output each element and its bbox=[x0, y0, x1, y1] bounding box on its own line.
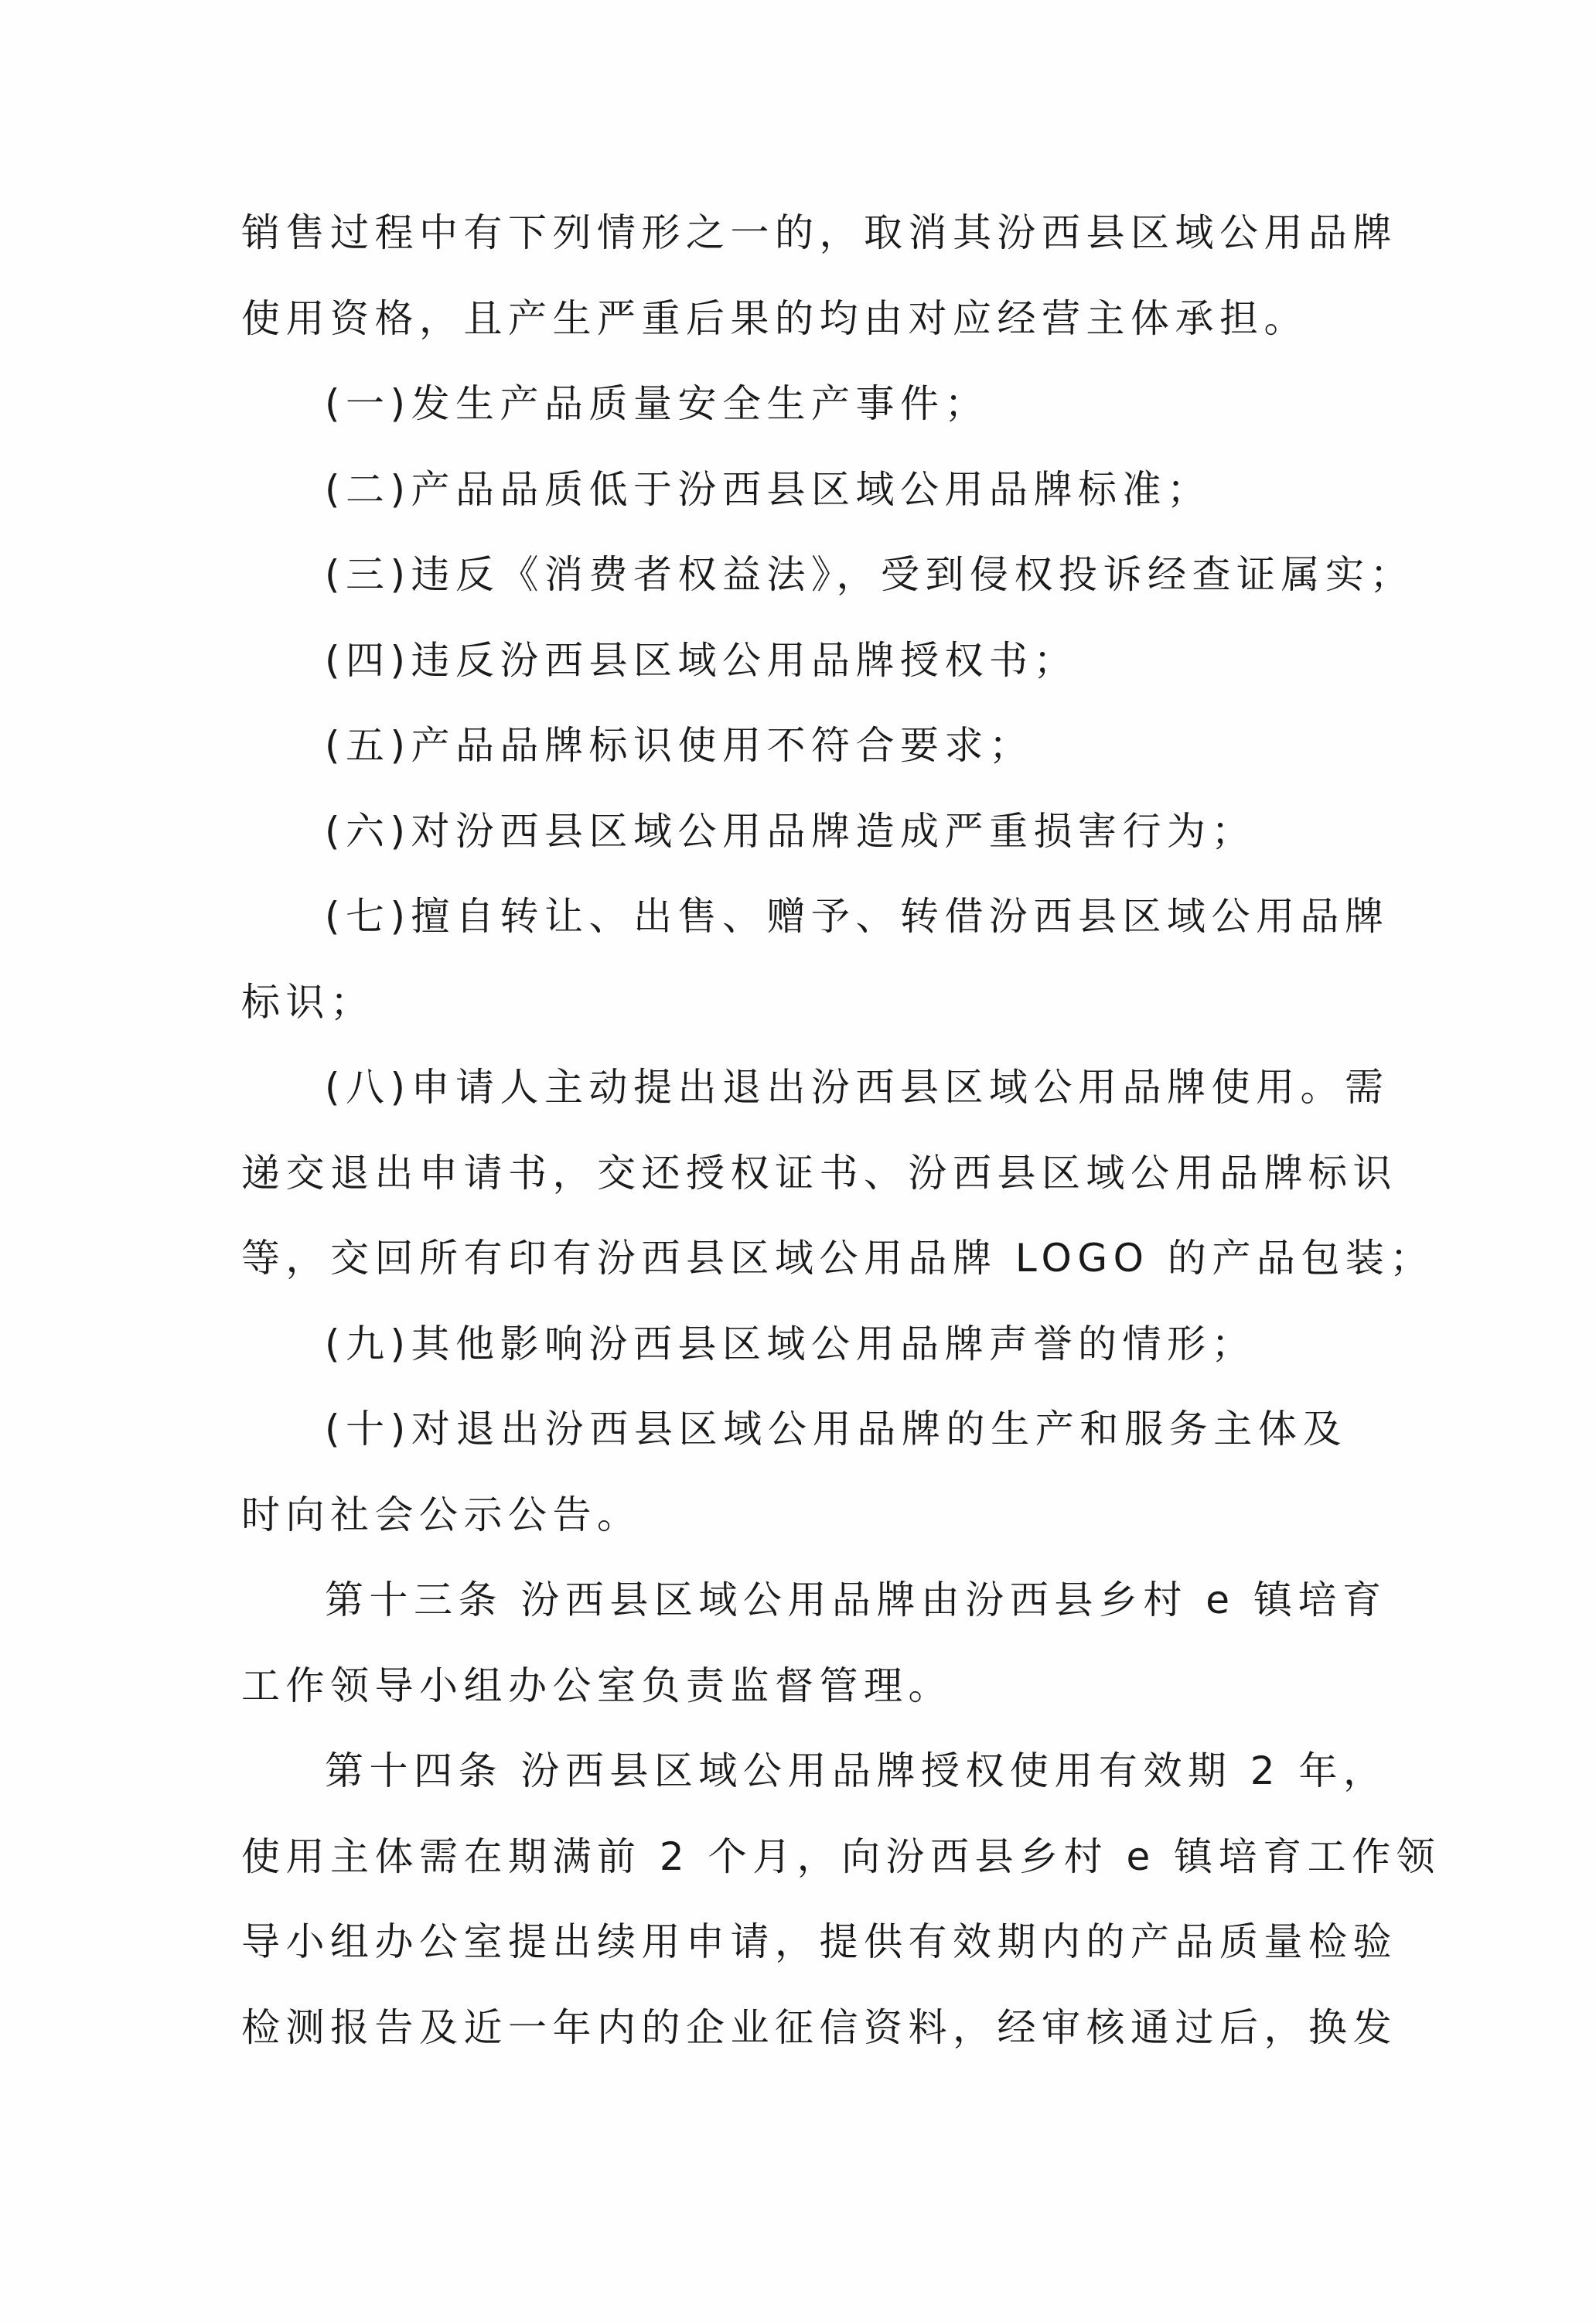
text-line-2: 使用资格，且产生严重后果的均由对应经营主体承担。 bbox=[241, 295, 1308, 341]
list-item-8-cont-2: 等，交回所有印有汾西县区域公用品牌 LOGO 的产品包装； bbox=[241, 1236, 1434, 1281]
article-14: 第十四条 汾西县区域公用品牌授权使用有效期 2 年， bbox=[325, 1748, 1388, 1793]
list-item-8-cont-1: 递交退出申请书，交还授权证书、汾西县区域公用品牌标识 bbox=[241, 1150, 1397, 1196]
list-item-2: (二)产品品质低于汾西县区域公用品牌标准； bbox=[325, 466, 1212, 512]
text-line-1: 销售过程中有下列情形之一的，取消其汾西县区域公用品牌 bbox=[241, 210, 1397, 255]
article-14-cont-1: 使用主体需在期满前 2 个月，向汾西县乡村 e 镇培育工作领 bbox=[241, 1833, 1441, 1879]
article-13: 第十三条 汾西县区域公用品牌由汾西县乡村 e 镇培育 bbox=[325, 1578, 1387, 1622]
list-item-10-cont: 时向社会公示公告。 bbox=[241, 1492, 642, 1537]
article-14-cont-2: 导小组办公室提出续用申请，提供有效期内的产品质量检验 bbox=[241, 1919, 1397, 1964]
article-13-cont: 工作领导小组办公室负责监督管理。 bbox=[241, 1663, 953, 1708]
list-item-7-cont: 标识； bbox=[241, 979, 375, 1025]
list-item-5: (五)产品品牌标识使用不符合要求； bbox=[325, 723, 1034, 768]
list-item-6: (六)对汾西县区域公用品牌造成严重损害行为； bbox=[325, 808, 1257, 854]
list-item-10: (十)对退出汾西县区域公用品牌的生产和服务主体及 bbox=[325, 1407, 1347, 1451]
list-item-9: (九)其他影响汾西县区域公用品牌声誉的情形； bbox=[325, 1321, 1257, 1366]
list-item-1: (一)发生产品质量安全生产事件； bbox=[325, 381, 990, 426]
list-item-3: (三)违反《消费者权益法》，受到侵权投诉经查证属实； bbox=[325, 552, 1415, 597]
body-text bbox=[241, 190, 1441, 2070]
list-item-7: (七)擅自转让、出售、赠予、转借汾西县区域公用品牌 bbox=[325, 894, 1390, 939]
list-item-8: (八)申请人主动提出退出汾西县区域公用品牌使用。需 bbox=[325, 1065, 1390, 1110]
list-item-4: (四)违反汾西县区域公用品牌授权书； bbox=[325, 637, 1079, 683]
article-14-cont-3: 检测报告及近一年内的企业征信资料，经审核通过后，换发 bbox=[241, 2004, 1397, 2050]
